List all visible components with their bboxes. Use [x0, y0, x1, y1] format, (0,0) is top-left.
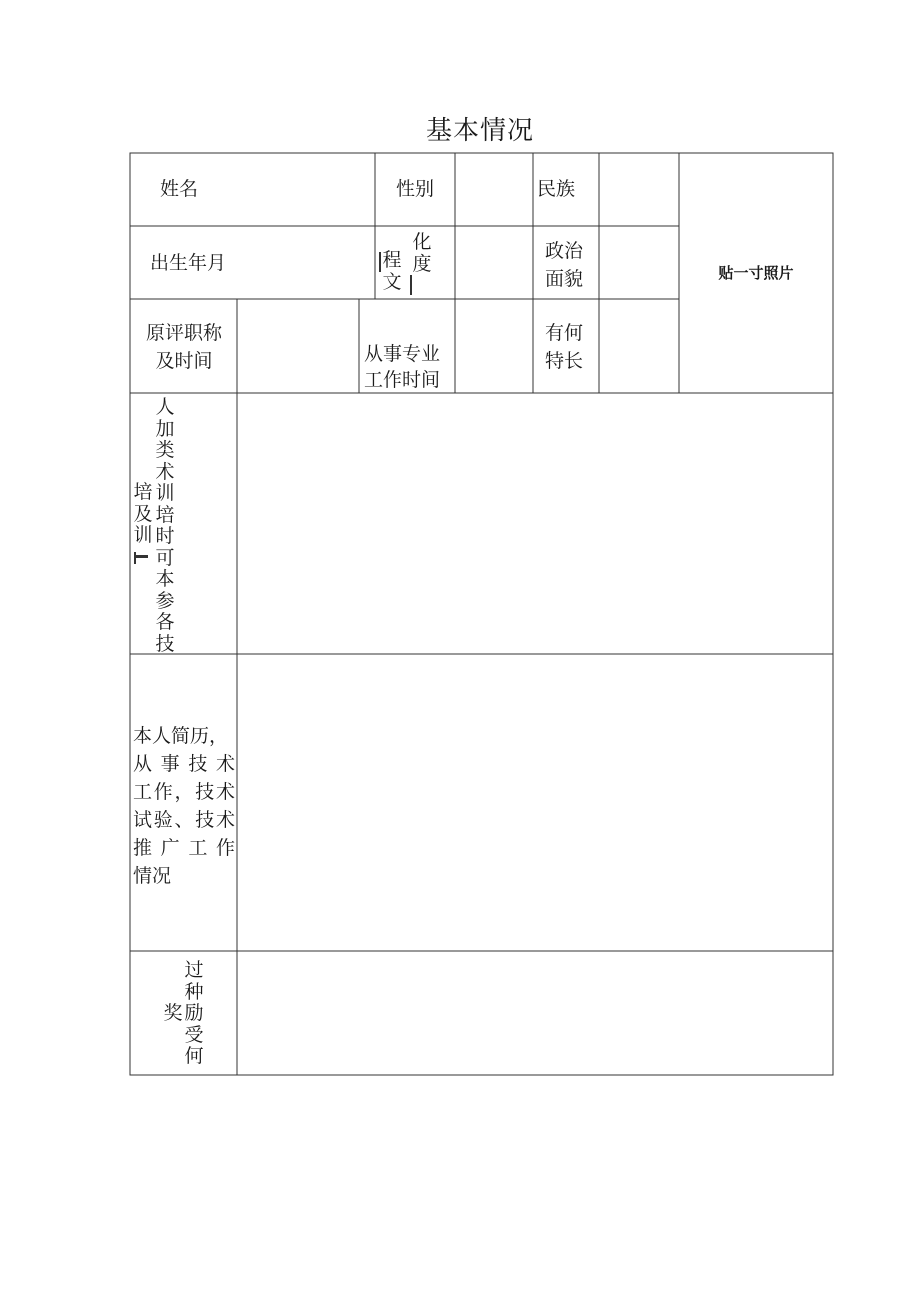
- name-label: 姓名: [160, 178, 199, 200]
- political-label-line2: 面貌: [545, 267, 584, 290]
- resume-label: [133, 722, 235, 890]
- professional-work-time-value[interactable]: [460, 305, 528, 387]
- name-value[interactable]: [240, 160, 370, 220]
- specialty-line1: 有何: [545, 322, 584, 344]
- resume-label-line6: 情况: [133, 865, 172, 887]
- scan-mark: [134, 552, 136, 564]
- professional-work-time-label: [364, 343, 440, 392]
- birth-date-label: 出生年月: [150, 252, 227, 274]
- specialty-label: [545, 322, 583, 373]
- ethnicity-value[interactable]: [604, 160, 674, 220]
- political-status-label: [545, 240, 583, 291]
- training-label-left: 培 及 训: [133, 481, 153, 546]
- original-title-line2: 及时间: [155, 349, 213, 372]
- training-content[interactable]: [241, 398, 829, 650]
- education-label-col1: 化 度: [412, 231, 432, 275]
- specialty-value[interactable]: [604, 305, 674, 387]
- specialty-line2: 特长: [545, 349, 584, 372]
- scan-mark: [410, 275, 412, 295]
- original-title-value[interactable]: [241, 305, 353, 387]
- ethnicity-label: 民族: [537, 178, 576, 200]
- education-value[interactable]: [460, 232, 528, 292]
- education-label-col2: 程 文: [382, 249, 402, 293]
- awards-content[interactable]: [241, 955, 829, 1071]
- original-title-line1: 原评职称: [145, 322, 222, 344]
- scan-mark: [134, 555, 148, 558]
- gender-label: 性别: [395, 178, 434, 201]
- birth-date-value[interactable]: [240, 232, 370, 292]
- resume-label-line4: 试验、技术: [133, 809, 235, 831]
- resume-label-line3: 工作，技术: [133, 781, 235, 803]
- awards-label-left: 奖: [163, 1002, 183, 1024]
- political-status-value[interactable]: [604, 232, 674, 292]
- awards-label-right: 过 种 励 受 何: [184, 959, 204, 1067]
- resume-content[interactable]: [241, 658, 829, 947]
- gender-value[interactable]: [460, 160, 528, 220]
- work-time-line2: 工作时间: [364, 368, 441, 391]
- resume-label-line2: 从事技术: [133, 753, 235, 775]
- training-label-right: 人 加 类 术 训 培 时 可 本 参 各 技: [155, 396, 175, 655]
- resume-label-line5: 推广工作: [133, 837, 235, 859]
- resume-label-line1: 本人简历，: [133, 725, 229, 747]
- political-label-line1: 政治: [545, 240, 584, 262]
- page-title: 基本情况: [425, 116, 534, 146]
- photo-placeholder[interactable]: 贴一寸照片: [718, 264, 794, 282]
- original-title-label: [141, 322, 227, 373]
- work-time-line1: 从事专业: [364, 343, 441, 365]
